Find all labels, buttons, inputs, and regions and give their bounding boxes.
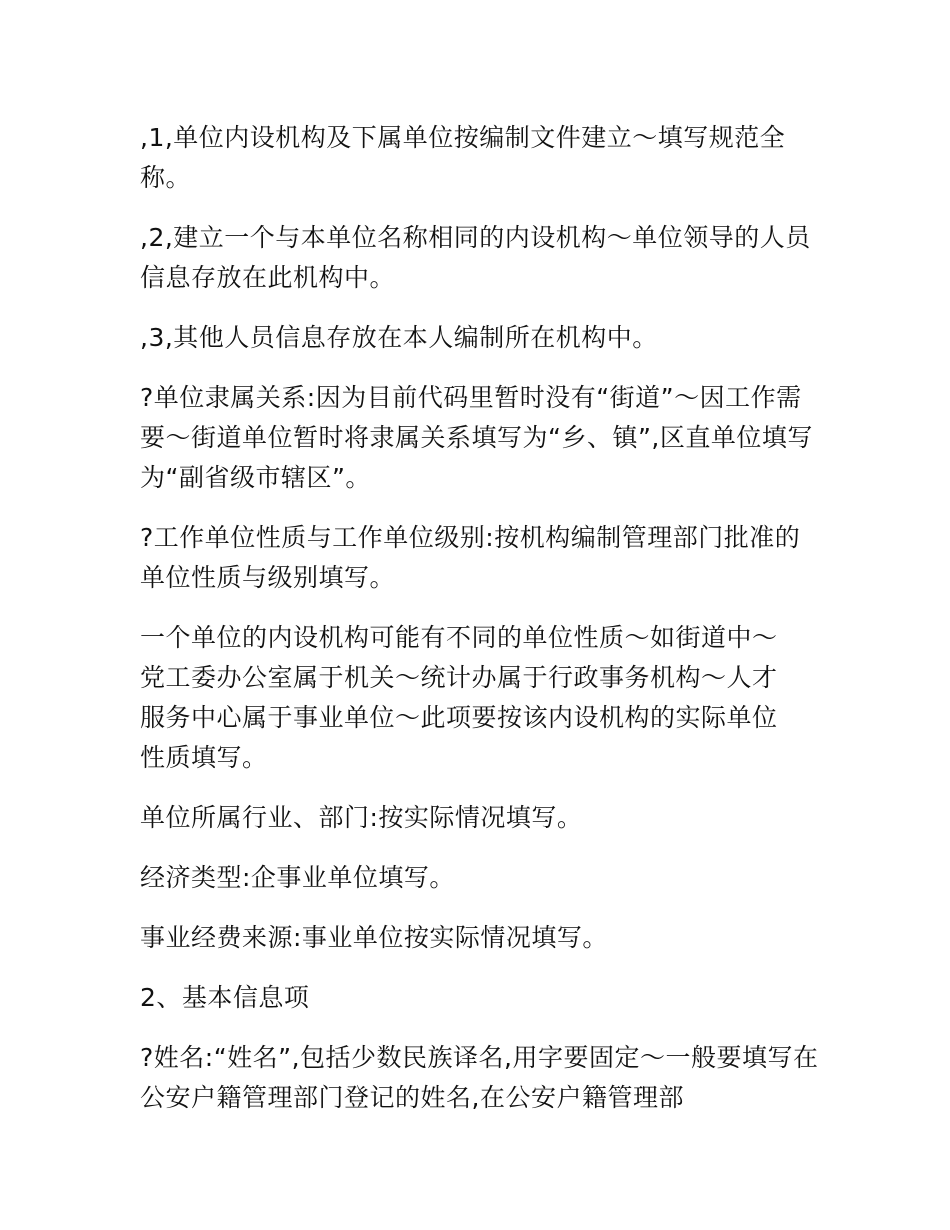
paragraph-8: 经济类型:企事业单位填写。 [140,863,455,892]
paragraph-5: ?工作单位性质与工作单位级别:按机构编制管理部门批准的单位性质与级别填写。 [140,523,801,592]
document-page [140,118,820,1138]
paragraph-6: 一个单位的内设机构可能有不同的单位性质～如街道中～党工委办公室属于机关～统计办属于行政事务机构～人才服务中心属于事业单位～此项要按该内设机构的实际单位性质填写。 [140,623,778,772]
paragraph-7: 单位所属行业、部门:按实际情况填写。 [140,803,583,832]
paragraph-2: ,2,建立一个与本单位名称相同的内设机构～单位领导的人员信息存放在此机构中。 [140,223,811,292]
paragraph-4: ?单位隶属关系:因为目前代码里暂时没有“街道”～因工作需要～街道单位暂时将隶属关系填写为“乡、镇”,区直单位填写为“副省级市辖区”。 [140,383,813,492]
paragraph-11: ?姓名:“姓名”,包括少数民族译名,用字要固定～一般要填写在公安户籍管理部门登记的姓名,在公安户籍管理部 [140,1043,819,1112]
paragraph-3: ,3,其他人员信息存放在本人编制所在机构中。 [140,323,658,352]
paragraph-1: ,1,单位内设机构及下属单位按编制文件建立～填写规范全称。 [140,123,786,192]
section-heading: 2、基本信息项 [140,983,310,1012]
paragraph-9: 事业经费来源:事业单位按实际情况填写。 [140,923,608,952]
